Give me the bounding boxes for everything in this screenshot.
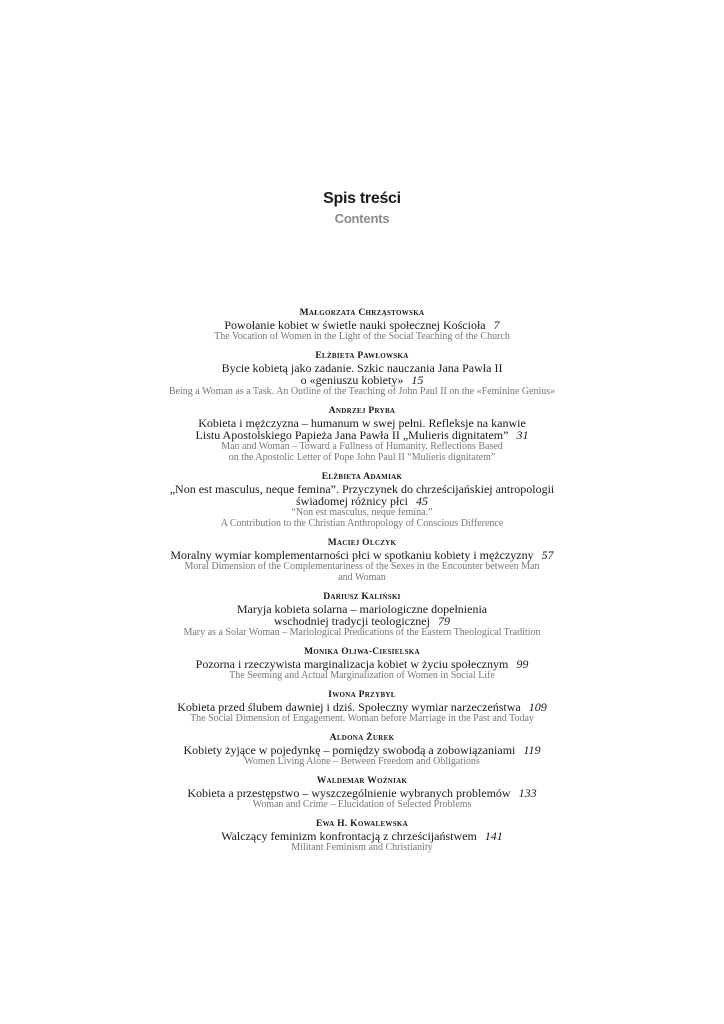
entry-author: Ewa H. Kowalewska xyxy=(315,819,409,829)
entry-title-line xyxy=(140,787,584,799)
entry-page-number: 141 xyxy=(484,829,503,843)
toc-entry xyxy=(140,775,584,810)
entry-english-title: “Non est masculus, neque femina.” xyxy=(291,507,433,518)
toc-entry xyxy=(140,689,584,724)
entry-english-title: A Contribution to the Christian Anthropology of Conscious Difference xyxy=(220,518,504,529)
entry-author: Maciej Olczyk xyxy=(327,538,397,548)
toc-heading xyxy=(0,188,724,228)
entry-title-text: Bycie kobietą jako zadanie. Szkic nauczania Jana Pawła II xyxy=(221,361,503,375)
entry-author: Małgorzata Chrząstowska xyxy=(299,308,425,318)
entry-english-title: and Woman xyxy=(338,572,386,583)
entry-page-number: 15 xyxy=(411,373,424,387)
entry-author: Elżbieta Adamiak xyxy=(321,472,403,482)
toc-entry xyxy=(140,350,584,397)
toc-list xyxy=(140,307,584,861)
entry-page-number: 57 xyxy=(541,548,554,562)
entry-title-line xyxy=(140,658,584,670)
entry-title-line xyxy=(140,549,584,561)
entry-title-line xyxy=(140,744,584,756)
page-title: Spis treści xyxy=(323,190,401,207)
toc-entry xyxy=(140,471,584,529)
entry-english-title: The Seeming and Actual Marginalization of Women in Social Life xyxy=(229,670,495,681)
entry-title-text: o «geniuszu kobiety» xyxy=(300,373,404,387)
entry-title-text: świadomej różnicy płci xyxy=(296,494,408,508)
entry-page-number: 7 xyxy=(493,318,500,332)
entry-english-title: Militant Feminism and Christianity xyxy=(291,842,433,853)
toc-entry xyxy=(140,591,584,638)
entry-author: Elżbieta Pawłowska xyxy=(315,351,409,361)
entry-title-line xyxy=(140,374,584,386)
entry-title-text: Moralny wymiar komplementarności płci w spotkaniu kobiety i mężczyzny xyxy=(170,548,534,562)
entry-page-number: 45 xyxy=(415,494,428,508)
entry-page-number: 133 xyxy=(518,786,537,800)
page-subtitle: Contents xyxy=(334,211,390,226)
entry-author: Monika Oliwa-Ciesielska xyxy=(304,647,420,657)
entry-title-text: Maryja kobieta solarna – mariologiczne dopełnienia xyxy=(236,602,488,616)
entry-english-title: The Social Dimension of Engagement. Woman before Marriage in the Past and Today xyxy=(190,713,534,724)
toc-entry xyxy=(140,732,584,767)
entry-english-title: The Vocation of Women in the Light of the Social Teaching of the Church xyxy=(214,331,510,342)
entry-page-number: 109 xyxy=(528,700,547,714)
entry-title-line xyxy=(140,615,584,627)
entry-english-title: on the Apostolic Letter of Pope John Paul II “Mulieris dignitatem” xyxy=(228,452,496,463)
entry-title-line xyxy=(140,495,584,507)
entry-title-text: Kobiety żyjące w pojedynkę – pomiędzy swobodą a zobowiązaniami xyxy=(183,743,516,757)
entry-title-text: Pozorna i rzeczywista marginalizacja kobiet w życiu społecznym xyxy=(195,657,509,671)
entry-page-number: 79 xyxy=(437,614,450,628)
entry-title-text: Kobieta i mężczyzna – humanum w swej pełni. Refleksje na kanwie xyxy=(198,416,526,430)
toc-entry xyxy=(140,307,584,342)
entry-title-line xyxy=(140,319,584,331)
entry-english-title: Moral Dimension of the Complementariness of the Sexes in the Encounter between Man xyxy=(184,561,540,572)
toc-entry xyxy=(140,646,584,681)
toc-entry xyxy=(140,818,584,853)
entry-author: Andrzej Pryba xyxy=(328,406,396,416)
entry-english-title: Woman and Crime – Elucidation of Selected Problems xyxy=(252,799,472,810)
entry-title-text: Powołanie kobiet w świetle nauki społecznej Kościoła xyxy=(224,318,486,332)
entry-title-line xyxy=(140,429,584,441)
toc-entry xyxy=(140,537,584,583)
entry-title-line xyxy=(140,701,584,713)
entry-english-title: Being a Woman as a Task. An Outline of the Teaching of John Paul II on the «Feminine Genius» xyxy=(168,386,556,397)
entry-title-text: Kobieta a przestępstwo – wyszczególnienie wybranych problemów xyxy=(187,786,511,800)
entry-title-text: Kobieta przed ślubem dawniej i dziś. Społeczny wymiar narzeczeństwa xyxy=(177,700,521,714)
entry-english-title: Women Living Alone – Between Freedom and Obligations xyxy=(244,756,480,767)
entry-page-number: 31 xyxy=(516,428,529,442)
entry-title-text: Listu Apostolskiego Papieża Jana Pawła II „Mulieris dignitatem” xyxy=(195,428,509,442)
entry-title-text: Walczący feminizm konfrontacją z chrześcijaństwem xyxy=(221,829,477,843)
entry-english-title: Mary as a Solar Woman – Mariological Predications of the Eastern Theological Tradition xyxy=(183,627,541,638)
entry-english-title: Man and Woman – Toward a Fullness of Humanity. Reflections Based xyxy=(221,441,503,452)
entry-title-line xyxy=(140,830,584,842)
entry-author: Waldemar Woźniak xyxy=(316,776,408,786)
entry-page-number: 119 xyxy=(523,743,541,757)
entry-title-text: wschodniej tradycji teologicznej xyxy=(274,614,430,628)
entry-author: Aldona Żurek xyxy=(329,733,395,743)
toc-entry xyxy=(140,405,584,463)
entry-page-number: 99 xyxy=(516,657,529,671)
entry-title-text: „Non est masculus, neque femina”. Przyczynek do chrześcijańskiej antropologii xyxy=(169,482,555,496)
entry-author: Iwona Przybył xyxy=(328,690,396,700)
entry-author: Dariusz Kaliński xyxy=(323,592,401,602)
